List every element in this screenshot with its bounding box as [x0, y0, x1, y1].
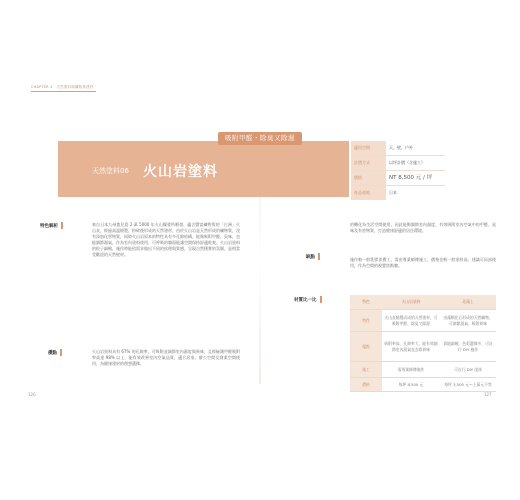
heading-marker [60, 349, 62, 356]
table-row [350, 332, 496, 362]
info-key: 價格 [351, 171, 386, 185]
info-table [351, 141, 445, 197]
compare-heading [294, 296, 322, 303]
comparison-table [350, 295, 496, 392]
pros-heading [48, 349, 62, 356]
heading-marker [318, 253, 320, 260]
page-title: 火山岩塗料 [143, 164, 218, 180]
row-key: 價格 [350, 378, 382, 392]
features-paragraph: 來自日本九州鹿兒島 2 萬 5000 年火山爆發所噴發、蘊含豐富礦物質的「白洲」火山灰，經過高溫燒製、粉碎後形成的天然建材，由於火山岩是天然形成的礦物質，沒有添加化學物質，同時火山岩原本的特性具有多孔隙結構，能夠吸附甲醛、臭味，也能調節濕氣，作為室內塗料使用，可呼吸的牆面能讓空間保持舒適乾爽。火山岩塗料的粒子細緻，施作時能依需求做出不同的紋理與質感，呈現自然樸實的氛圍，是相當受歡迎的天然壁材。 [92, 222, 240, 257]
cons-label: 缺點 [306, 255, 315, 260]
table-cell: 可自行 DIY 塗抹 [440, 362, 496, 378]
row-key: 施工 [350, 362, 382, 378]
cons-paragraph: 施作較一般乳膠漆費工，需由專業師傅施工，價格也較一般塗料高，建議可局部使用，作為空間的視覺焦點牆。 [350, 257, 496, 268]
row-key: 優點 [350, 332, 382, 362]
info-row-space [351, 141, 445, 156]
pros-paragraph: 火山岩塗料具有 67% 的孔隙率，可吸附並調節室內濕度與異味，且經檢測甲醛吸附率高達 98% 以上，能有效改善室內空氣品質，適合居家、辦公空間及商業空間使用，為健康建材的理想選擇。 [92, 349, 240, 366]
heading-marker [61, 222, 63, 229]
table-header: 特色 [350, 295, 382, 310]
continued-paragraph: 的轉化為生活空間使用，因此能夠調節室內濕度，有效吸附室內空氣中的甲醛、臭味及有害物質，打造健康舒適的居住環境。 [350, 222, 496, 233]
info-row-origin [351, 186, 445, 200]
series-label: 天然塗料06 [92, 167, 129, 175]
table-header: 珪藻土 [440, 295, 496, 310]
table-header-row [350, 295, 496, 310]
table-row [350, 378, 496, 392]
page-number-right: 127 [484, 392, 492, 397]
table-cell: 火山灰燒製而成的天然建材，可吸附甲醛、除臭又除濕 [382, 310, 440, 332]
info-value: 天、壁、戶外 [389, 145, 413, 150]
title-banner-extension [261, 141, 349, 197]
info-value: 以坪計價（含施工） [389, 160, 425, 165]
info-key: 適用空間 [351, 141, 386, 155]
table-cell: 由藻類化石形成的天然礦物，可調節濕氣、吸附異味 [440, 310, 496, 332]
info-row-price [351, 171, 445, 186]
features-heading [40, 222, 63, 229]
running-head: CHAPTER 4 · 天然塗料與礦物系建材 [31, 85, 94, 89]
page-number-left: 126 [28, 392, 36, 397]
table-row [350, 310, 496, 332]
info-key: 產品產地 [351, 186, 386, 200]
info-value: NT 8,500 元 / 坪 [389, 175, 433, 181]
cons-heading [306, 253, 320, 260]
info-value: 日本 [389, 190, 397, 195]
info-row-pricing [351, 156, 445, 171]
row-key: 特性 [350, 310, 382, 332]
info-key: 計價方式 [351, 156, 386, 170]
table-cell: 每坪 3,500 元～上萬元不等 [440, 378, 496, 392]
table-cell: 需專業師傅施作 [382, 362, 440, 378]
compare-label: 材質比一比 [294, 298, 317, 303]
feature-tag: 吸附甲醛・除臭又除濕 [218, 132, 302, 145]
table-cell: 質地細緻、色彩選擇多，可自行 DIY 施作 [440, 332, 496, 362]
table-cell: 每坪 8,500 元 [382, 378, 440, 392]
table-row [350, 362, 496, 378]
features-label: 特色解析 [40, 224, 58, 229]
table-header: 火山岩塗料 [382, 295, 440, 310]
header-rule [31, 91, 96, 92]
pros-label: 優點 [48, 351, 57, 356]
heading-marker [320, 296, 322, 303]
table-cell: 吸附率高、孔隙率大，能有效調節室內濕氣並去除異味 [382, 332, 440, 362]
